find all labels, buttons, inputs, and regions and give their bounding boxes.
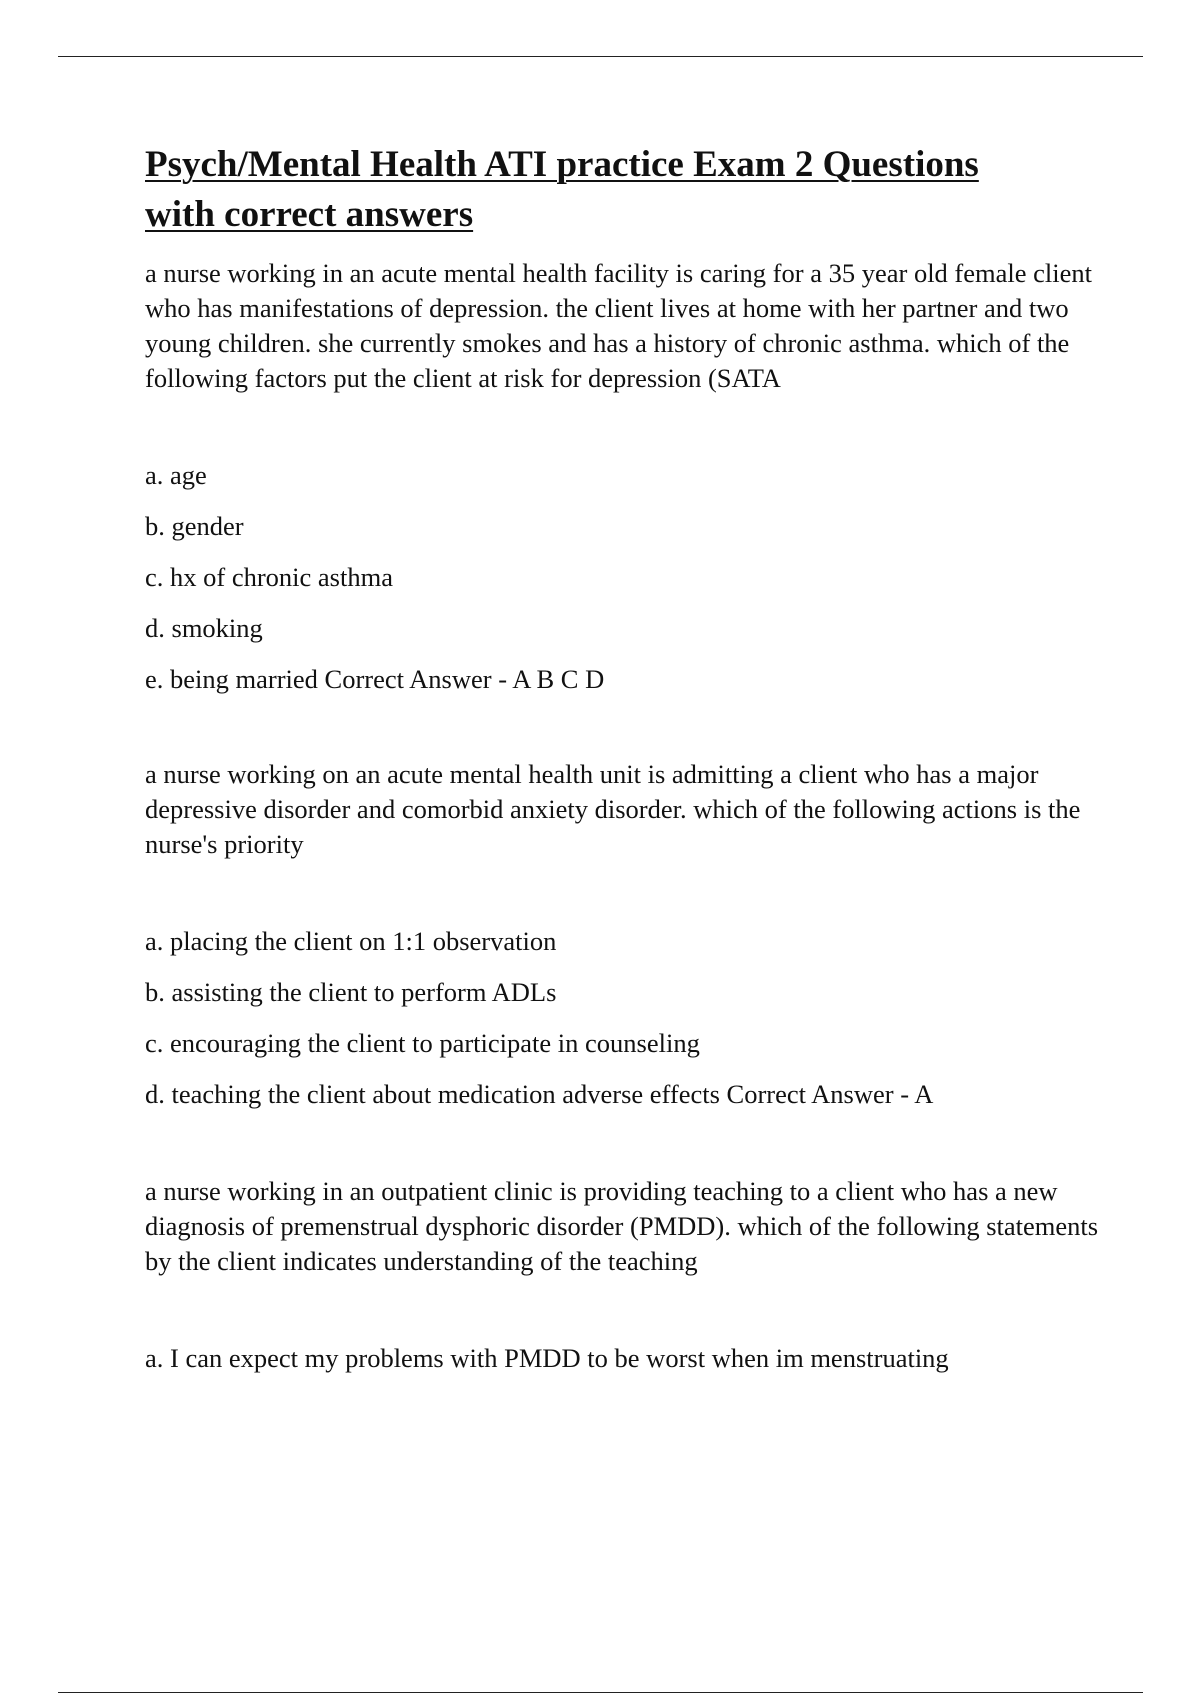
title-line-2: with correct answers (145, 194, 474, 235)
question-stem: a nurse working on an acute mental health unit is admitting a client who has a major depressive disorder and comorbid anxiety disorder. which of the following actions is the nurse's priority (145, 759, 1081, 859)
document-title (145, 140, 1110, 240)
footer-rule (58, 1692, 1143, 1693)
header-rule (58, 56, 1143, 57)
question-block-1 (145, 256, 1110, 697)
option-item: c. encouraging the client to participate in counseling (145, 1028, 700, 1058)
question-stem: a nurse working in an acute mental health facility is caring for a 35 year old female client who has manifestations of depression. the client lives at home with her partner and two young children. she currently smokes and has a history of chronic asthma. which of the following factors put the client at risk for depression (SATA (145, 258, 1092, 393)
option-item: a. placing the client on 1:1 observation (145, 926, 557, 956)
option-item: d. teaching the client about medication adverse effects Correct Answer - A (145, 1079, 934, 1109)
option-list (145, 1341, 1110, 1376)
document-body (145, 140, 1110, 1392)
option-list (145, 458, 1110, 697)
option-item: a. age (145, 460, 207, 490)
question-block-2 (145, 757, 1110, 1112)
question-stem: a nurse working in an outpatient clinic is providing teaching to a client who has a new diagnosis of premenstrual dysphoric disorder (PMDD). which of the following statements by the client indicates understanding of the teaching (145, 1176, 1099, 1276)
option-item: b. assisting the client to perform ADLs (145, 977, 557, 1007)
option-item: e. being married Correct Answer - A B C D (145, 664, 605, 694)
question-block-3 (145, 1174, 1110, 1376)
option-list (145, 924, 1110, 1112)
option-item: b. gender (145, 511, 244, 541)
option-item: d. smoking (145, 613, 263, 643)
title-line-1: Psych/Mental Health ATI practice Exam 2 Questions (145, 144, 979, 185)
option-item: c. hx of chronic asthma (145, 562, 393, 592)
option-item: a. I can expect my problems with PMDD to be worst when im menstruating (145, 1343, 949, 1373)
